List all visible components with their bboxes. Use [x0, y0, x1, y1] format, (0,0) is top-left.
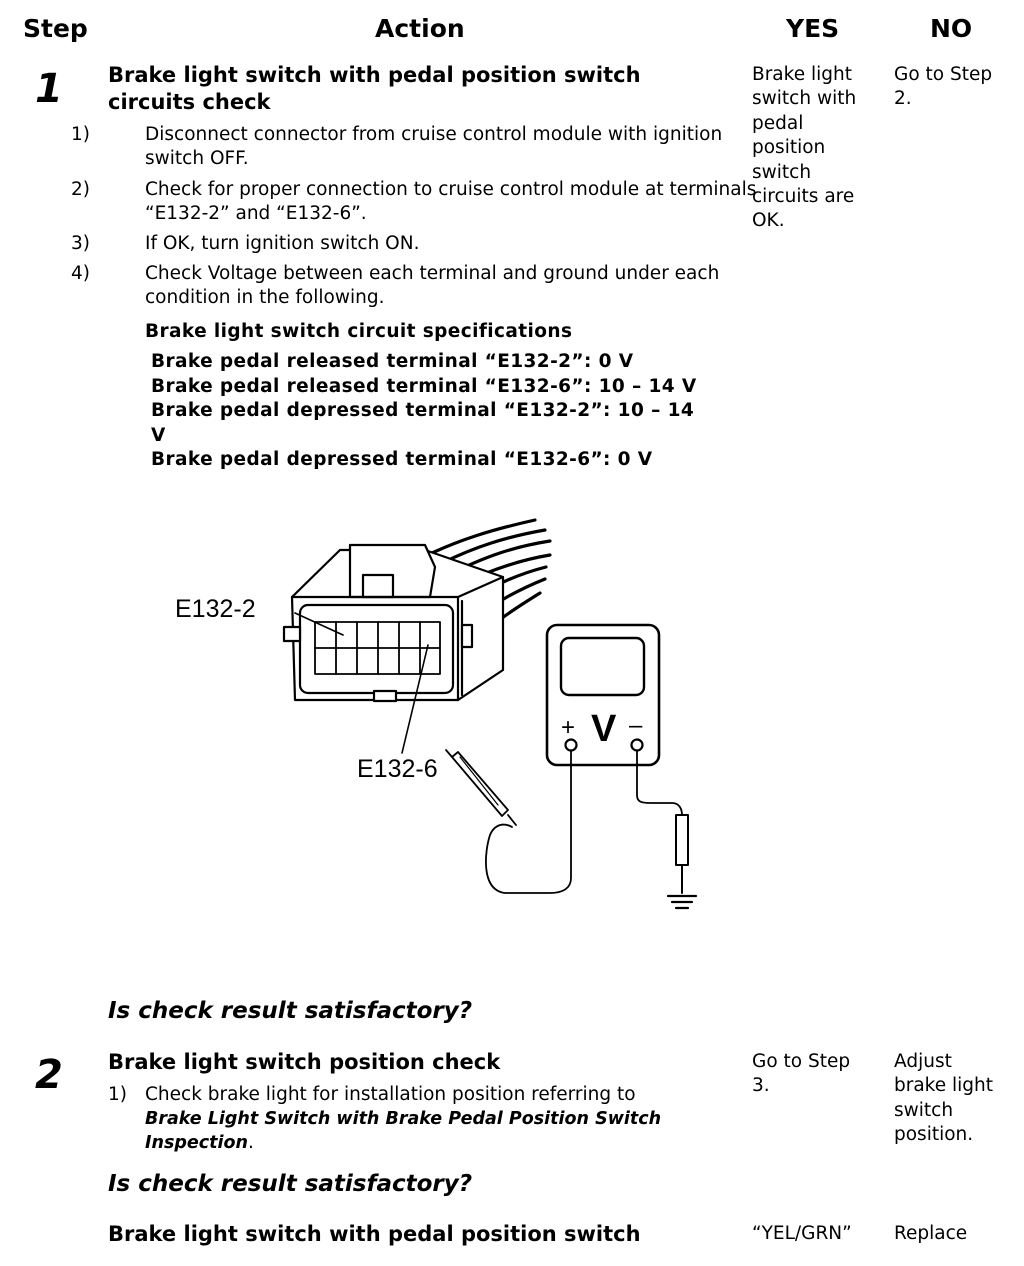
- no-line: Adjust: [894, 1051, 952, 1072]
- list-item-end: .: [248, 1132, 254, 1153]
- header-step: Step: [23, 14, 88, 43]
- yes-line: 3.: [752, 1075, 770, 1097]
- yes-line: Brake light: [752, 64, 852, 85]
- list-item-text: Check brake light for installation position referring to: [145, 1084, 636, 1105]
- list-item-text: Check Voltage between each terminal and ground under each condition in the following.: [145, 263, 720, 308]
- list-item: [71, 123, 765, 171]
- list-item: [71, 262, 765, 310]
- reference-link[interactable]: Brake Light Switch with Brake Pedal Position Switch Inspection: [145, 1109, 662, 1153]
- step-number: 1: [35, 66, 63, 112]
- list-item: [71, 178, 765, 226]
- spec-line: Brake pedal depressed terminal “E132-6”: 0 V: [151, 449, 653, 470]
- step-title-line: circuits check: [108, 90, 271, 114]
- spec-list: [151, 350, 751, 473]
- list-item-number: 4): [71, 263, 90, 284]
- step-question: Is check result satisfactory?: [108, 1171, 473, 1197]
- no-result: [894, 63, 1022, 112]
- positive-lead: [486, 751, 571, 893]
- list-item-number: 3): [71, 233, 90, 254]
- spec-line: Brake pedal released terminal “E132-6”: 10 – 14 V: [151, 375, 697, 397]
- meter-plus-sign: +: [561, 714, 576, 741]
- no-result: [894, 1050, 1022, 1148]
- no-line: switch: [894, 1099, 954, 1121]
- spec-line: Brake pedal released terminal “E132-2”: 0 V: [151, 351, 634, 372]
- yes-result: “YEL/GRN”: [752, 1223, 852, 1244]
- list-item-number: 2): [71, 179, 90, 200]
- connector-voltmeter-diagram: [160, 505, 720, 925]
- no-result: Replace: [894, 1223, 968, 1244]
- yes-result: [752, 1050, 882, 1099]
- yes-line: switch: [752, 161, 812, 183]
- no-line: Go to Step: [894, 64, 993, 85]
- yes-line: pedal: [752, 112, 804, 134]
- yes-line: Go to Step: [752, 1051, 851, 1072]
- header-action: Action: [375, 14, 465, 43]
- meter-v-label: V: [591, 708, 617, 750]
- terminal-label-e132-6: E132-6: [357, 755, 438, 783]
- yes-line: position: [752, 137, 826, 159]
- list-item-text: Check for proper connection to cruise control module at terminals “E132-2” and “E132-6”.: [145, 179, 757, 224]
- list-item-text: If OK, turn ignition switch ON.: [145, 233, 420, 254]
- back-probe: [446, 750, 516, 825]
- list-item-number: 1): [71, 124, 90, 145]
- yes-line: circuits are: [752, 186, 855, 208]
- yes-line: switch with: [752, 88, 857, 110]
- ground-icon: [668, 896, 696, 908]
- spec-title: Brake light switch circuit specifications: [145, 321, 573, 342]
- step-title: Brake light switch position check: [108, 1050, 501, 1074]
- meter-minus-sign: –: [629, 712, 643, 739]
- step-title: [108, 62, 738, 116]
- yes-line: OK.: [752, 210, 785, 232]
- ground-probe: [676, 815, 688, 893]
- list-item-text: Disconnect connector from cruise control module with ignition switch OFF.: [145, 124, 723, 169]
- step-title: Brake light switch with pedal position switch: [108, 1222, 641, 1246]
- header-no: NO: [930, 14, 973, 43]
- no-line: position.: [894, 1124, 974, 1146]
- terminal-grid: [315, 622, 440, 674]
- step-question: Is check result satisfactory?: [108, 998, 473, 1024]
- list-item: [71, 232, 765, 256]
- header-yes: YES: [786, 14, 840, 43]
- terminal-label-e132-2: E132-2: [175, 595, 256, 623]
- no-line: 2.: [894, 88, 912, 110]
- yes-result: [752, 63, 882, 234]
- spec-line: V: [151, 424, 166, 446]
- no-line: brake light: [894, 1075, 994, 1097]
- spec-line: Brake pedal depressed terminal “E132-2”: 10 – 14: [151, 400, 695, 421]
- step-number: 2: [35, 1052, 63, 1098]
- step-title-line: Brake light switch with pedal position switch: [108, 63, 641, 87]
- list-item: [108, 1083, 748, 1155]
- list-item-number: 1): [108, 1084, 127, 1105]
